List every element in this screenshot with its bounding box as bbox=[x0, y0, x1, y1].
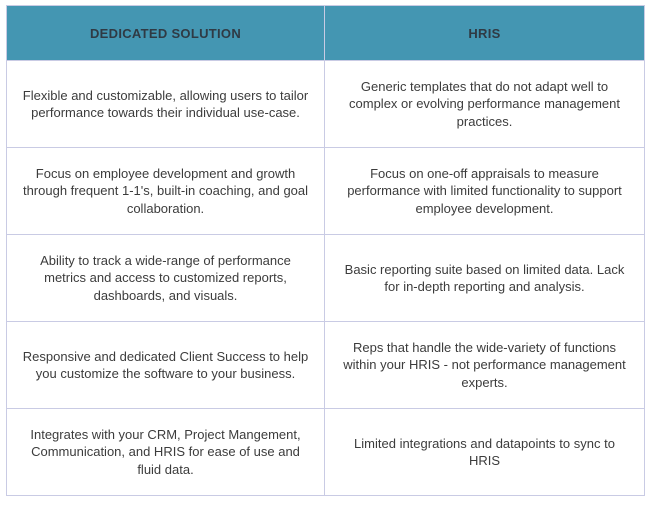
table-row bbox=[7, 322, 645, 409]
header-row bbox=[7, 6, 645, 61]
hris-cell: Generic templates that do not adapt well to complex or evolving performance management practices. bbox=[325, 61, 645, 148]
dedicated-cell: Integrates with your CRM, Project Mangement, Communication, and HRIS for ease of use and fluid data. bbox=[7, 409, 325, 496]
dedicated-cell: Ability to track a wide-range of performance metrics and access to customized reports, dashboards, and visuals. bbox=[7, 235, 325, 322]
table-row bbox=[7, 409, 645, 496]
table-row bbox=[7, 148, 645, 235]
dedicated-cell: Flexible and customizable, allowing users to tailor performance towards their individual use-case. bbox=[7, 61, 325, 148]
dedicated-cell: Responsive and dedicated Client Success to help you customize the software to your business. bbox=[7, 322, 325, 409]
comparison-table-container bbox=[6, 5, 644, 496]
hris-cell: Reps that handle the wide-variety of functions within your HRIS - not performance management experts. bbox=[325, 322, 645, 409]
hris-cell: Limited integrations and datapoints to sync to HRIS bbox=[325, 409, 645, 496]
table-row bbox=[7, 235, 645, 322]
header-hris: HRIS bbox=[325, 6, 645, 61]
hris-cell: Basic reporting suite based on limited data. Lack for in-depth reporting and analysis. bbox=[325, 235, 645, 322]
dedicated-cell: Focus on employee development and growth through frequent 1-1's, built-in coaching, and goal collaboration. bbox=[7, 148, 325, 235]
hris-cell: Focus on one-off appraisals to measure performance with limited functionality to support employee development. bbox=[325, 148, 645, 235]
comparison-table bbox=[6, 5, 645, 496]
header-dedicated-solution: DEDICATED SOLUTION bbox=[7, 6, 325, 61]
table-row bbox=[7, 61, 645, 148]
